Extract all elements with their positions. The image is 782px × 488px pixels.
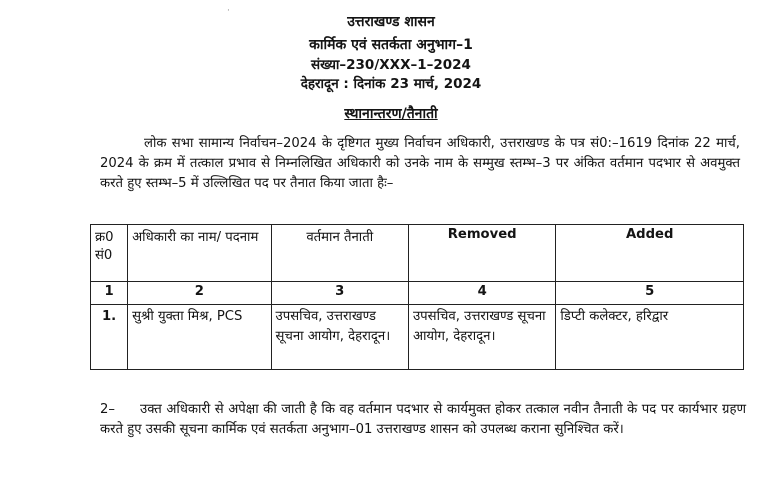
header-current-posting: वर्तमान तैनाती (271, 225, 408, 282)
index-cell: 3 (271, 282, 408, 305)
header-place-date: देहरादून : दिनांक 23 मार्च, 2024 (300, 76, 482, 92)
row-current-posting: उपसचिव, उत्तराखण्ड सूचना आयोग, देहरादून। (271, 305, 408, 370)
scan-speck: · (227, 6, 230, 16)
row-added: डिप्टी कलेक्टर, हरिद्वार (556, 305, 744, 370)
paragraph-number: 2– (100, 402, 115, 417)
header-officer-name: अधिकारी का नाम/ पदनाम (128, 225, 271, 282)
header-department: कार्मिक एवं सतर्कता अनुभाग–1 (309, 37, 473, 53)
index-cell: 2 (128, 282, 271, 305)
index-cell: 1 (91, 282, 128, 305)
subject-heading (0, 104, 782, 123)
order-paragraph-2 (100, 400, 746, 440)
row-officer-name: सुश्री युक्ता मिश्र, PCS (128, 305, 271, 370)
transfer-table (90, 224, 744, 370)
table-header-row (91, 225, 744, 282)
header-removed: Removed (408, 225, 555, 282)
paragraph-2-text: उक्त अधिकारी से अपेक्षा की जाती है कि वह वर्तमान पदभार से कार्यमुक्त होकर तत्काल नवीन तैनाती के पद पर कार्यभार ग्रहण करते हुए उसकी सूचना कार्मिक एवं सतर्कता अनुभाग–01 उत्तराखण्ड शासन को उपलब्ध कराना सुनिश्चित करें। (100, 402, 746, 437)
header-serial: क्र0 सं0 (91, 225, 128, 282)
index-cell: 4 (408, 282, 555, 305)
row-removed: उपसचिव, उत्तराखण्ड सूचना आयोग, देहरादून। (408, 305, 555, 370)
table-row (91, 305, 744, 370)
subject-text: स्थानान्तरण/तैनाती (344, 106, 438, 122)
row-serial: 1. (91, 305, 128, 370)
header-reference-number: संख्या–230/XXX–1–2024 (311, 57, 471, 73)
header-government: उत्तराखण्ड शासन (347, 14, 435, 30)
index-cell: 5 (556, 282, 744, 305)
header-added: Added (556, 225, 744, 282)
order-paragraph-1: लोक सभा सामान्य निर्वाचन–2024 के दृष्टिगत मुख्य निर्वाचन अधिकारी, उत्तराखण्ड के पत्र सं0:–1619 दिनांक 22 मार्च, 2024 के क्रम में तत्काल प्रभाव से निम्नलिखित अधिकारी को उनके नाम के सम्मुख स्तम्भ–3 पर अंकित वर्तमान पदभार से अवमुक्त करते हुए स्तम्भ–5 में उल्लिखित पद पर तैनात किया जाता हैः– (100, 136, 740, 191)
table-index-row (91, 282, 744, 305)
